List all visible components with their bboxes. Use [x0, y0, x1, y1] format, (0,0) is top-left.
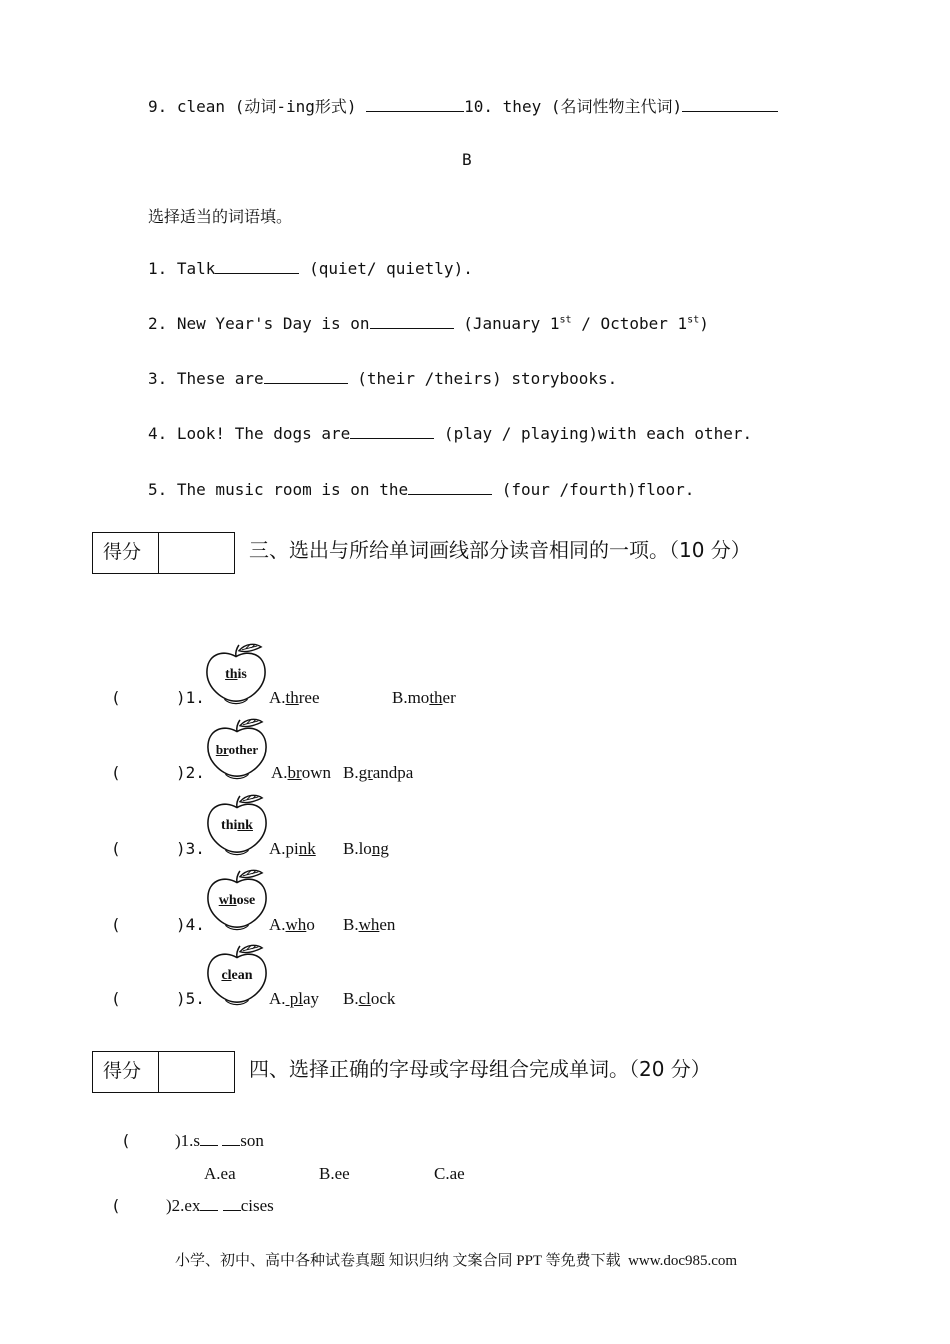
fill-item-1: 1. Talk (quiet/ quietly). [148, 259, 473, 278]
option-paren: ( [111, 839, 121, 858]
fill-item-5: 5. The music room is on the (four /fourth)floor. [148, 480, 695, 499]
option-paren: ( [121, 1131, 131, 1150]
answer-blank[interactable] [200, 1131, 218, 1146]
option-a[interactable]: A. play [269, 989, 320, 1008]
apple-icon: whose [205, 869, 269, 933]
apple-icon: this [204, 643, 268, 707]
option-a[interactable]: A.brown [271, 763, 331, 782]
option-paren: ( [111, 1196, 121, 1215]
footer-link[interactable]: www.doc985.com [628, 1253, 738, 1269]
section-4-title: 四、选择正确的字母或字母组合完成单词。（20 分） [249, 1057, 711, 1081]
option-a[interactable]: A.three [269, 688, 320, 707]
question-9: 9. clean (动词-ing形式) 10. they (名词性物主代词) [148, 94, 778, 117]
part-b-label: B [462, 150, 472, 169]
option-b[interactable]: B.mother [392, 688, 456, 707]
question-number: )2. [176, 763, 205, 782]
apple-icon: brother [205, 718, 269, 782]
answer-blank[interactable] [408, 480, 492, 495]
option-paren: ( [111, 763, 121, 782]
question-1: )1.s son [175, 1131, 264, 1150]
question-number: )4. [176, 915, 205, 934]
part-b-instruction: 选择适当的词语填。 [148, 207, 293, 226]
option-a[interactable]: A.who [269, 915, 315, 934]
fill-item-2: 2. New Year's Day is on (January 1st / October 1st) [148, 314, 709, 333]
option-b[interactable]: B.grandpa [343, 763, 414, 782]
score-box [92, 1051, 235, 1093]
question-number: )3. [176, 839, 205, 858]
option-a[interactable]: A.pink [269, 839, 316, 858]
answer-blank[interactable] [222, 1131, 240, 1146]
question-number: )1. [176, 688, 205, 707]
option-b[interactable]: B.long [343, 839, 389, 858]
score-label: 得分 [93, 533, 159, 573]
option-c[interactable]: C.ae [434, 1164, 465, 1183]
score-box [92, 532, 235, 574]
option-paren: ( [111, 989, 121, 1008]
option-b[interactable]: B.when [343, 915, 396, 934]
score-field[interactable] [160, 533, 234, 573]
answer-blank[interactable] [223, 1196, 241, 1211]
score-field[interactable] [160, 1052, 234, 1092]
answer-blank[interactable] [215, 259, 299, 274]
fill-item-4: 4. Look! The dogs are (play / playing)with each other. [148, 424, 753, 443]
apple-icon: clean [205, 944, 269, 1008]
question-2: )2.ex cises [166, 1196, 274, 1215]
apple-icon: think [205, 794, 269, 858]
option-b[interactable]: B.clock [343, 989, 396, 1008]
answer-blank[interactable] [350, 424, 434, 439]
score-label: 得分 [93, 1052, 159, 1092]
answer-blank[interactable] [200, 1196, 218, 1211]
answer-blank[interactable] [370, 314, 454, 329]
option-paren: ( [111, 915, 121, 934]
footer: 小学、初中、高中各种试卷真题 知识归纳 文案合同 PPT 等免费下载 www.doc985.com [175, 1253, 738, 1269]
answer-blank[interactable] [682, 97, 778, 112]
question-number: )5. [176, 989, 205, 1008]
answer-blank[interactable] [264, 369, 348, 384]
fill-item-3: 3. These are (their /theirs) storybooks. [148, 369, 618, 388]
answer-blank[interactable] [366, 97, 464, 112]
section-3-title: 三、选出与所给单词画线部分读音相同的一项。（10 分） [249, 538, 751, 562]
option-b[interactable]: B.ee [319, 1164, 350, 1183]
option-paren: ( [111, 688, 121, 707]
option-a[interactable]: A.ea [204, 1164, 236, 1183]
